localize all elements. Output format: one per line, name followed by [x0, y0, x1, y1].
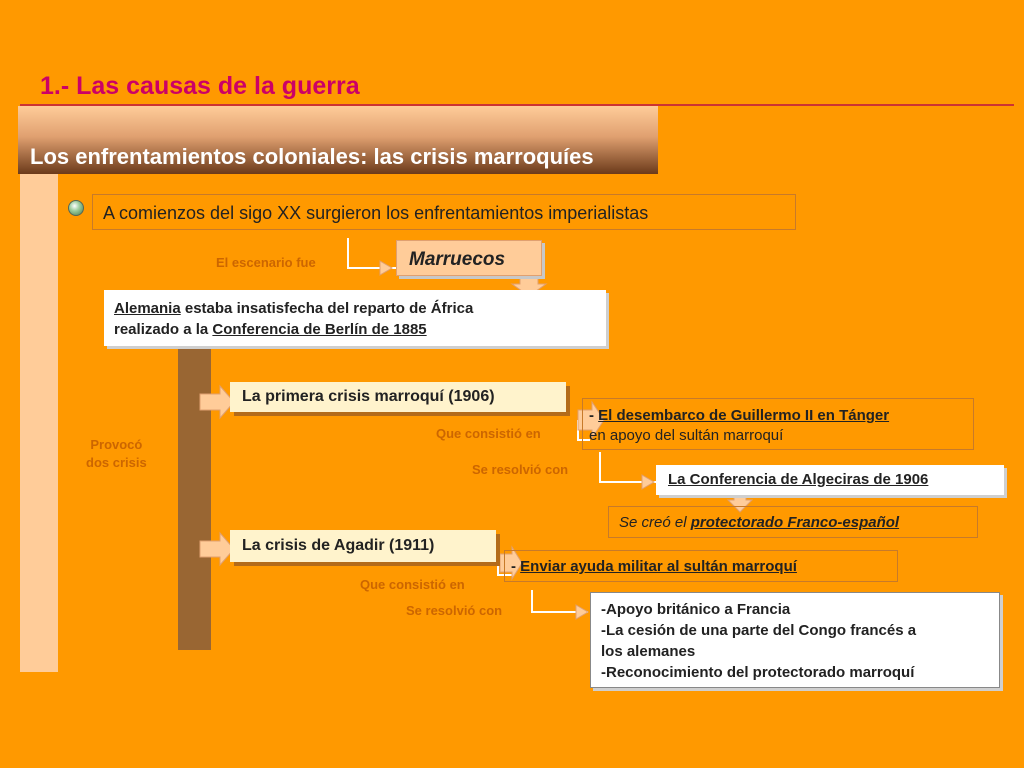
desembarco-prefix: - — [589, 407, 599, 424]
crisis-2-consistio-label: Que consistió en — [360, 577, 465, 592]
desembarco-box — [582, 398, 974, 450]
arrow-crisis-1 — [200, 386, 234, 418]
crisis-1-title: La primera crisis marroquí (1906) — [242, 388, 495, 405]
crisis-1-resolvio-label: Se resolvió con — [472, 462, 569, 477]
section-header: Los enfrentamientos coloniales: las crisis marroquíes — [30, 144, 594, 169]
escenario-label: El escenario fue — [216, 255, 316, 270]
marruecos-text: Marruecos — [409, 249, 506, 270]
arrowhead-outcomes — [576, 605, 588, 619]
algeciras-link: La Conferencia de Algeciras de 1906 — [668, 471, 929, 488]
desembarco-text — [589, 406, 889, 446]
crisis-1-consistio-label: Que consistió en — [436, 426, 541, 441]
page-title: 1.- Las causas de la guerra — [40, 72, 360, 100]
desembarco-detail: en apoyo del sultán marroquí — [589, 427, 784, 444]
algeciras-box — [656, 465, 1004, 495]
marruecos-box — [396, 240, 542, 276]
alemania-box — [104, 290, 606, 346]
arrowhead-escenario — [380, 261, 392, 275]
provoco-label — [86, 436, 147, 472]
agadir-outcomes-box — [590, 592, 1000, 688]
ayuda-prefix: - — [511, 558, 521, 575]
crisis-2-title: La crisis de Agadir (1911) — [242, 537, 435, 554]
desembarco-title: El desembarco de Guillermo II en Tánger — [598, 407, 890, 424]
provoco-line1: Provocó — [90, 437, 143, 452]
crisis-2-box — [230, 530, 496, 562]
protectorado-prefix: Se creó el — [619, 514, 691, 531]
alemania-line2: realizado a la — [114, 321, 213, 338]
protectorado-box — [608, 506, 978, 538]
protectorado-franco-espanol: protectorado Franco-español — [690, 514, 900, 531]
outcome-item: -La cesión de una parte del Congo francés a — [601, 622, 917, 639]
crisis-2-resolvio-label: Se resolvió con — [406, 603, 503, 618]
berlin-conference: Conferencia de Berlín de 1885 — [212, 321, 427, 338]
intro-box — [92, 194, 796, 230]
ayuda-text — [511, 558, 797, 575]
ayuda-box — [504, 550, 898, 582]
alemania-line1: estaba insatisfecha del reparto de África — [180, 300, 474, 317]
crisis-1-box — [230, 382, 566, 412]
outcome-item: -Reconocimiento del protectorado marroquí — [601, 664, 915, 681]
arrow-crisis-2 — [200, 533, 234, 565]
outcome-item: -Apoyo británico a Francia — [601, 601, 791, 618]
algeciras-text — [668, 471, 928, 488]
connector-escenario — [348, 238, 396, 268]
protectorado-text — [619, 514, 899, 531]
alemania-text — [114, 298, 473, 340]
alemania-link-word: Alemania — [114, 300, 181, 317]
intro-text: A comienzos del sigo XX surgieron los enfrentamientos imperialistas — [103, 203, 649, 223]
connector-resolvio-1 — [600, 452, 656, 482]
outcome-item: los alemanes — [601, 643, 696, 660]
provoco-line2: dos crisis — [86, 455, 147, 470]
ayuda-title: Enviar ayuda militar al sultán marroquí — [520, 558, 797, 575]
outcomes-list — [601, 599, 916, 683]
arrowhead-conferencia — [642, 475, 654, 489]
